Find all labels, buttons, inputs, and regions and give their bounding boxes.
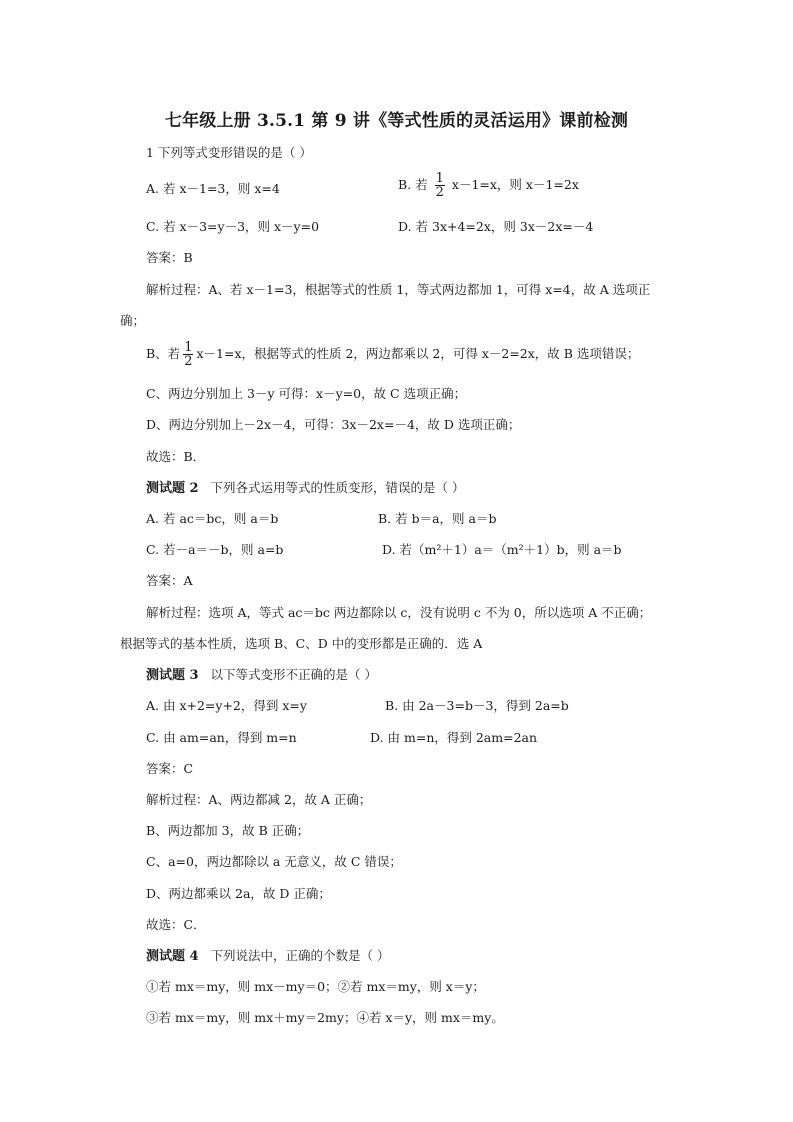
q2-stem: 下列各式运用等式的性质变形，错误的是（ ） bbox=[210, 480, 465, 495]
q1-option-d: D. 若 3x+4=2x，则 3x－2x=－4 bbox=[398, 219, 594, 234]
q4-stem: 下列说法中，正确的个数是（ ） bbox=[210, 948, 390, 963]
q3-explanation-4: D、两边都乘以 2a，故 D 正确； bbox=[146, 886, 331, 901]
fraction-numerator: 1 bbox=[435, 171, 444, 186]
q4-statement-line-1: ①若 mx＝my，则 mx－my＝0；②若 mx＝my，则 x＝y； bbox=[146, 979, 485, 994]
q1-explanation-b bbox=[146, 341, 639, 368]
q2-explanation-1: 解析过程：选项 A，等式 ac＝bc 两边都除以 c，没有说明 c 不为 0，所以选项 A 不正确； bbox=[146, 605, 652, 620]
q1-option-b-text: x－1=x，则 x－1=2x bbox=[451, 177, 579, 192]
q3-explanation-2: B、两边都加 3，故 B 正确； bbox=[146, 823, 310, 838]
q4-label: 测试题 4 bbox=[146, 949, 199, 964]
q3-option-d: D. 由 m=n，得到 2am=2an bbox=[370, 730, 538, 745]
q2-explanation-2: 根据等式的基本性质，选项 B、C、D 中的变形都是正确的．选 A bbox=[120, 636, 483, 651]
fraction-denominator: 2 bbox=[184, 354, 193, 369]
q2-answer: 答案：A bbox=[146, 573, 193, 588]
q3-stem-line bbox=[146, 666, 377, 685]
q1-option-a: A. 若 x－1=3，则 x=4 bbox=[146, 181, 280, 196]
fraction-one-half bbox=[183, 341, 193, 368]
q2-option-c: C. 若－a＝－b，则 a=b bbox=[146, 542, 284, 557]
q1-explanation-d: D、两边分别加上－2x－4，可得：3x－2x=－4，故 D 选项正确； bbox=[146, 417, 521, 432]
q3-explanation-1: 解析过程：A、两边都减 2，故 A 正确； bbox=[146, 792, 372, 807]
q3-explanation-3: C、a=0，两边都除以 a 无意义，故 C 错误； bbox=[146, 854, 402, 869]
q1-answer: 答案：B bbox=[146, 250, 193, 265]
q1-explanation-a-cont: 确； bbox=[120, 313, 146, 328]
q2-option-b: B. 若 b＝a，则 a＝b bbox=[378, 511, 497, 526]
q1-option-b bbox=[398, 172, 579, 199]
q3-label: 测试题 3 bbox=[146, 668, 199, 683]
q1-explanation-a: 解析过程：A、若 x－1=3，根据等式的性质 1，等式两边都加 1，可得 x=4，故 A 选项正 bbox=[146, 282, 651, 297]
q3-answer: 答案：C bbox=[146, 761, 194, 776]
q3-choice: 故选：C． bbox=[146, 917, 206, 932]
q1-explanation-b-text: x－1=x，根据等式的性质 2，两边都乘以 2，可得 x－2=2x，故 B 选项错误； bbox=[196, 346, 640, 361]
q1-choice: 故选：B． bbox=[146, 449, 206, 464]
q1-explanation-b-prefix: B、若 bbox=[146, 346, 181, 361]
q1-option-c: C. 若 x－3=y－3，则 x－y=0 bbox=[146, 219, 320, 234]
q3-stem: 以下等式变形不正确的是（ ） bbox=[210, 667, 377, 682]
q1-explanation-c: C、两边分别加上 3－y 可得：x－y=0，故 C 选项正确； bbox=[146, 386, 467, 401]
q3-option-a: A. 由 x+2=y+2，得到 x=y bbox=[146, 698, 307, 713]
q2-stem-line bbox=[146, 479, 464, 498]
q2-option-d: D. 若（m²＋1）a＝（m²＋1）b，则 a＝b bbox=[382, 542, 622, 557]
fraction-denominator: 2 bbox=[435, 185, 444, 200]
page-title: 七年级上册 3.5.1 第 9 讲《等式性质的灵活运用》课前检测 bbox=[164, 111, 629, 131]
q2-label: 测试题 2 bbox=[146, 481, 199, 496]
fraction-numerator: 1 bbox=[184, 340, 193, 355]
q3-option-c: C. 由 am=an，得到 m=n bbox=[146, 730, 297, 745]
q3-option-b: B. 由 2a－3=b－3，得到 2a=b bbox=[385, 698, 569, 713]
q1-option-b-prefix: B. 若 bbox=[398, 177, 428, 192]
q2-option-a: A. 若 ac＝bc，则 a＝b bbox=[146, 511, 279, 526]
q4-stem-line bbox=[146, 947, 389, 966]
fraction-one-half bbox=[435, 172, 445, 199]
q4-statement-line-2: ③若 mx＝my，则 mx＋my＝2my；④若 x＝y，则 mx＝my。 bbox=[146, 1010, 504, 1025]
q1-stem: 1 下列等式变形错误的是（ ） bbox=[146, 145, 312, 160]
